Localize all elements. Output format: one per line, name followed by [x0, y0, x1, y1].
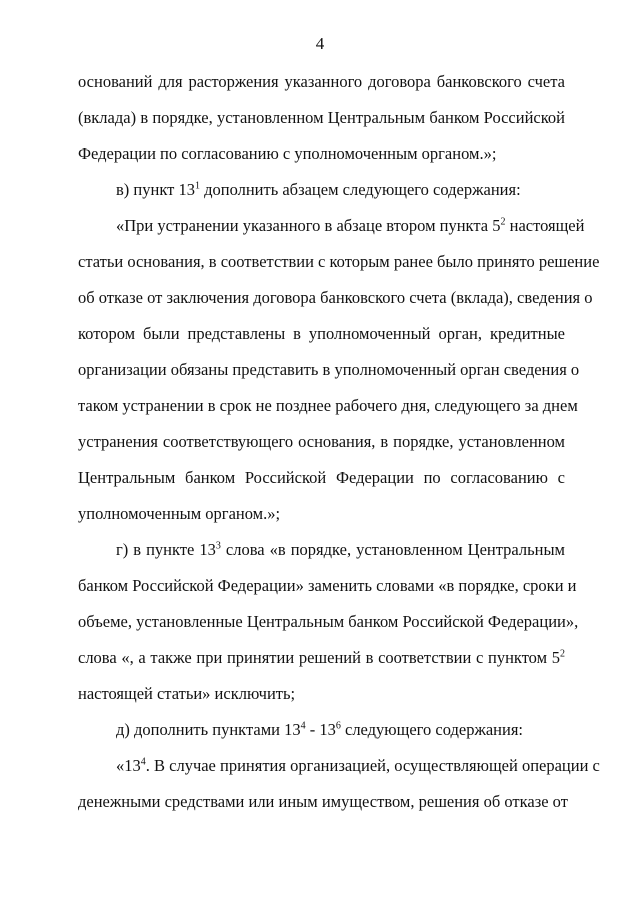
text-line: котором были представлены в уполномоченный орган, кредитные	[78, 324, 565, 343]
text-line: денежными средствами или иным имуществом, решения об отказе от	[78, 792, 568, 811]
text-line: статьи основания, в соответствии с которым ранее было принято решение	[78, 252, 600, 271]
paragraph-continuation	[78, 568, 579, 712]
text-line: объеме, установленные Центральным банком Российской Федерации»,	[78, 612, 579, 631]
paragraph	[78, 712, 565, 748]
paragraph-continuation	[78, 244, 600, 532]
paragraph	[78, 748, 600, 784]
text-line: таком устранении в срок не позднее рабочего дня, следующего за днем	[78, 396, 578, 415]
text-line: д) дополнить пунктами $13^4 - 13^6$ следующего содержания:	[116, 720, 524, 739]
superscript: 4	[140, 756, 146, 768]
text-line: оснований для расторжения указанного договора банковского счета	[78, 72, 565, 91]
superscript: 6	[335, 720, 341, 732]
superscript: 4	[300, 720, 306, 732]
text-line: настоящей статьи» исключить;	[78, 684, 296, 703]
paragraph	[78, 172, 565, 208]
text-line: об отказе от заключения договора банковского счета (вклада), сведения о	[78, 288, 593, 307]
paragraph-continuation	[78, 784, 568, 820]
superscript: 2	[560, 648, 565, 660]
text-line: Центральным банком Российской Федерации по согласованию с	[78, 468, 565, 487]
document-body	[78, 64, 600, 820]
paragraph	[78, 208, 585, 244]
page-number: 4	[315, 34, 325, 53]
text-line: банком Российской Федерации» заменить словами «в порядке, сроки и	[78, 576, 577, 595]
superscript: 1	[194, 180, 200, 192]
text-line: в) пункт $13^1$ дополнить абзацем следующего содержания:	[116, 180, 521, 199]
text-line: г) в пункте $13^3$ слова «в порядке, установленном Центральным	[116, 540, 565, 559]
superscript: 3	[215, 540, 221, 552]
superscript: 2	[500, 216, 506, 228]
text-line: «$13^4$. В случае принятия организацией, осуществляющей операции с	[116, 756, 600, 775]
paragraph	[78, 64, 565, 172]
text-line: организации обязаны представить в уполномоченный орган сведения о	[78, 360, 580, 379]
text-line: Федерации по согласованию с уполномоченным органом.»;	[78, 144, 497, 163]
text-line: слова «, а также при принятии решений в соответствии с пунктом $5^2$	[78, 648, 565, 667]
paragraph	[78, 532, 565, 568]
text-line: (вклада) в порядке, установленном Центральным банком Российской	[78, 108, 565, 127]
text-line: уполномоченным органом.»;	[78, 504, 281, 523]
text-line: «При устранении указанного в абзаце втором пункта $5^2$ настоящей	[116, 216, 585, 235]
text-line: устранения соответствующего основания, в порядке, установленном	[78, 432, 565, 451]
